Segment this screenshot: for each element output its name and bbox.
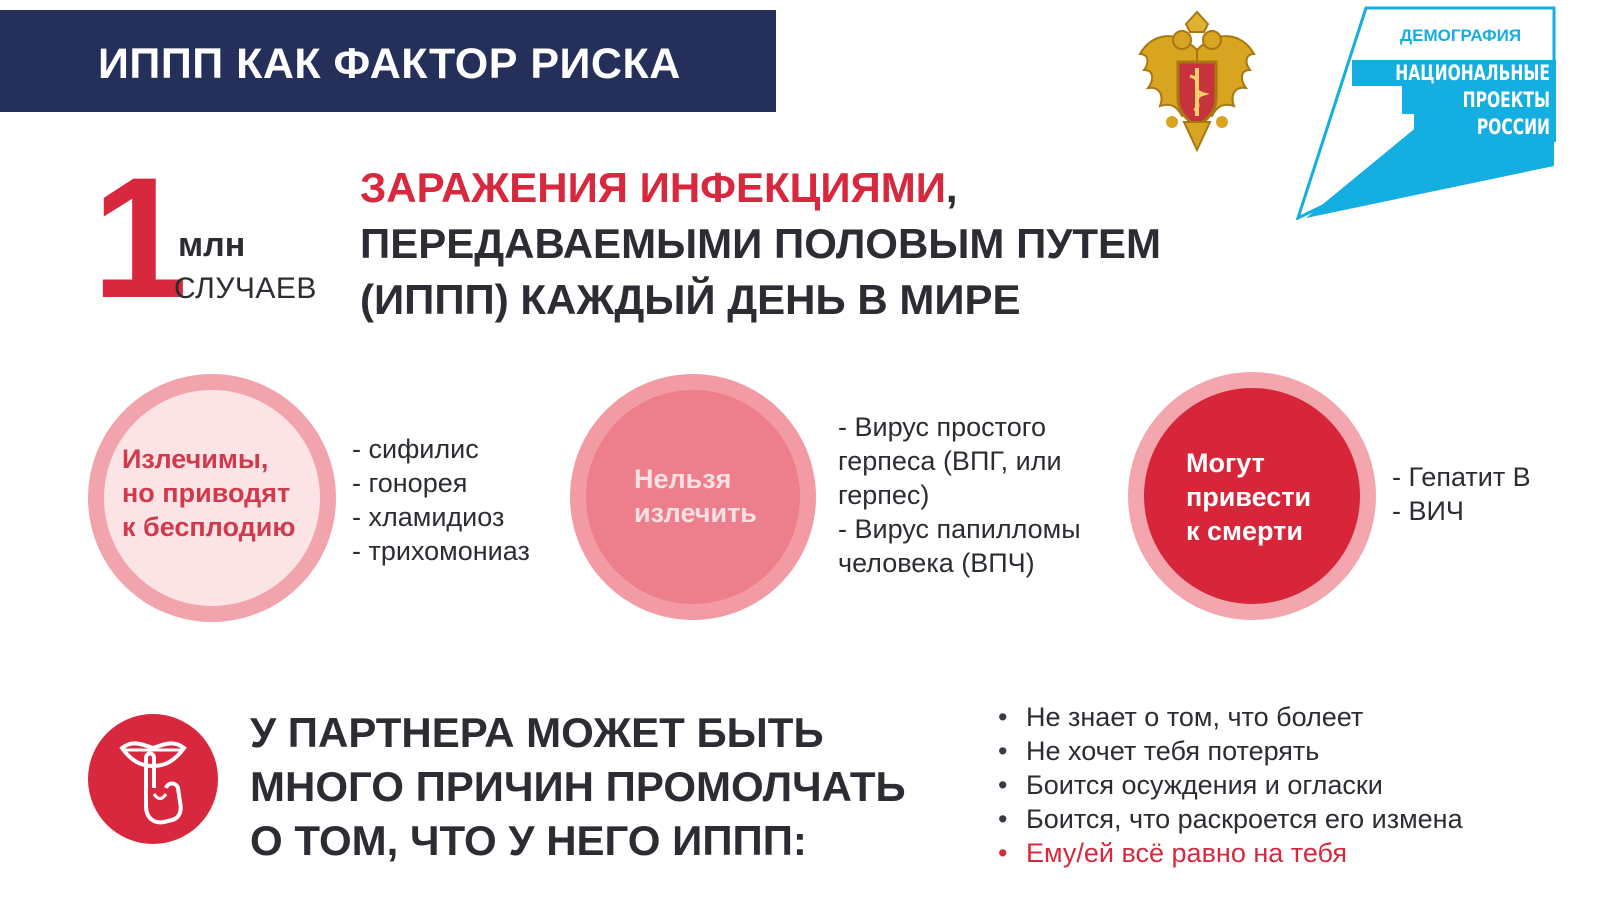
list-item: • Боится осуждения и огласки (998, 768, 1463, 802)
page-title: ИППП КАК ФАКТОР РИСКА (98, 40, 681, 88)
curable-list (352, 432, 530, 568)
ministry-emblem-icon (1138, 10, 1256, 160)
deadly-list (1392, 460, 1531, 528)
list-item: - сифилис (352, 434, 479, 464)
list-item: герпес) (838, 480, 930, 510)
list-item: • Не знает о том, что болеет (998, 700, 1463, 734)
stat-number: 1 (92, 142, 184, 334)
incurable-circle (570, 374, 816, 620)
list-item: • Боится, что раскроется его измена (998, 802, 1463, 836)
list-item: герпеса (ВПГ, или (838, 446, 1062, 476)
list-item: • Не хочет тебя потерять (998, 734, 1463, 768)
incurable-list (838, 410, 1081, 580)
logo-demography-text: ДЕМОГРАФИЯ (1400, 26, 1522, 45)
list-item: - хламидиоз (352, 502, 505, 532)
incurable-label: Нельзя излечить (634, 464, 757, 528)
stat-unit: млн (178, 226, 246, 264)
deadly-circle (1128, 372, 1376, 620)
curable-label: Излечимы, но приводят к бесплодию (122, 444, 296, 542)
logo-project-text: НАЦИОНАЛЬНЫЕ ПРОЕКТЫ РОССИИ (1395, 61, 1550, 139)
stat-headline: ЗАРАЖЕНИЯ ИНФЕКЦИЯМИ, ПЕРЕДАВАЕМЫМИ ПОЛОВЫМ ПУТЕМ (ИППП) КАЖДЫЙ ДЕНЬ В МИРЕ (360, 164, 1162, 323)
curable-circle (88, 374, 336, 622)
list-item: человека (ВПЧ) (838, 548, 1035, 578)
hush-lips-finger-icon (88, 714, 218, 844)
list-item: - Вирус папилломы (838, 514, 1081, 544)
stat-word: СЛУЧАЕВ (174, 272, 317, 305)
list-item: - Гепатит B (1392, 462, 1531, 492)
list-item: - ВИЧ (1392, 496, 1464, 526)
deadly-label: Могут привести к смерти (1186, 448, 1312, 546)
reasons-list (998, 700, 1463, 870)
list-item: - трихомониаз (352, 536, 530, 566)
list-item: - гонорея (352, 468, 468, 498)
list-item-highlight: • Ему/ей всё равно на тебя (998, 836, 1463, 870)
hush-icon-circle (88, 714, 218, 844)
bottom-headline: У ПАРТНЕРА МОЖЕТ БЫТЬ МНОГО ПРИЧИН ПРОМОЛЧАТЬ О ТОМ, ЧТО У НЕГО ИППП: (250, 709, 906, 864)
list-item: - Вирус простого (838, 412, 1046, 442)
